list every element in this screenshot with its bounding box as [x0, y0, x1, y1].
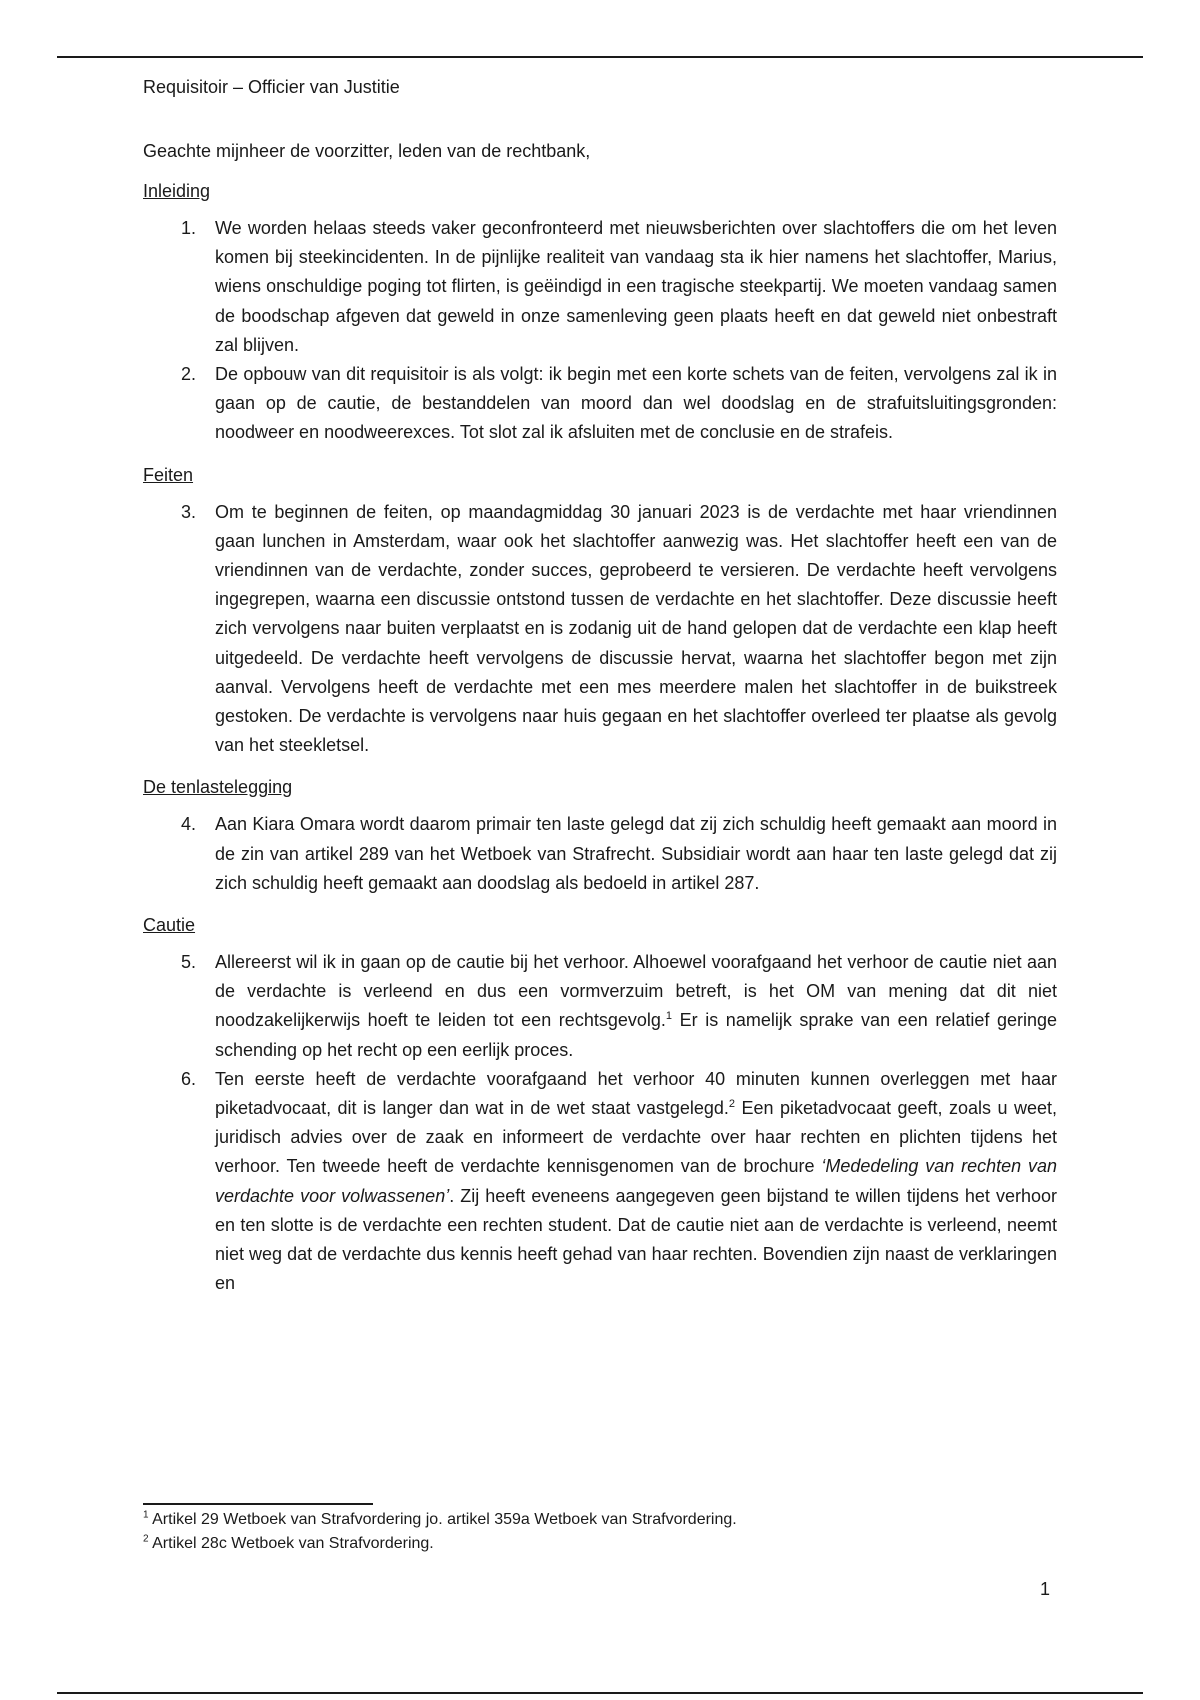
footnote-text: Artikel 28c Wetboek van Strafvordering.: [148, 1535, 434, 1552]
footnote-reference: 2: [728, 1098, 736, 1111]
paragraph-number: 5.: [181, 952, 197, 973]
paragraph-text: Om te beginnen de feiten, op maandagmiddag 30 januari 2023 is de verdachte met haar vriendinnen gaan lunchen in Amsterdam, waar ook het slachtoffer aanwezig was. Het slachtoffer heeft een van de vriendinnen van de verdachte, zonder succes, geprobeerd te versieren. De verdachte heeft vervolgens ingegrepen, waarna een discussie ontstond tussen de verdachte en het slachtoffer. Deze discussie heeft zich vervolgens naar buiten verplaatst en is zodanig uit de hand gelopen dat de verdachte een klap heeft uitgedeeld. De verdachte heeft vervolgens de discussie hervat, waarna het slachtoffer begon met zijn aanval. Vervolgens heeft de verdachte met een mes meerdere malen het slachtoffer in de buikstreek gestoken. De verdachte is vervolgens naar huis gegaan en het slachtoffer overleed ter plaatse als gevolg van het steekletsel.: [215, 501, 1057, 756]
paragraph-text: We worden helaas steeds vaker geconfronteerd met nieuwsberichten over slachtoffers die om het leven komen bij steekincidenten. In de pijnlijke realiteit van vandaag sta ik hier namens het slachtoffer, Marius, wiens onschuldige poging tot flirten, is geëindigd in een tragische steekpartij. We moeten vandaag samen de boodschap afgeven dat geweld in onze samenleving geen plaats heeft en dat geweld niet onbestraft zal blijven.: [215, 218, 1057, 355]
brochure-title: ‘Mededeling van rechten van verdachte voor volwassenen’: [215, 1156, 1057, 1206]
paragraph-text: Aan Kiara Omara wordt daarom primair ten laste gelegd dat zij zich schuldig heeft gemaakt aan moord in de zin van artikel 289 van het Wetboek van Strafrecht. Subsidiair wordt aan haar ten laste gelegd dat zij zich schuldig heeft gemaakt aan doodslag als bedoeld in artikel 287.: [215, 814, 1057, 893]
paragraph-text: . Zij heeft eveneens aangegeven geen bijstand te willen tijdens het verhoor en ten slotte is de verdachte een rechten student. Dat de cautie niet aan de verdachte is verleend, neemt niet weg dat de verdachte dus kennis heeft gehad van haar rechten. Bovendien zijn naast de verklaringen en: [215, 1185, 1057, 1294]
paragraph-text: Een piketadvocaat geeft, zoals u weet, juridisch advies over de zaak en informeert de verdachte over haar rechten en plichten tijdens het verhoor. Ten tweede heeft de verdachte kennisgenomen van de brochure: [215, 1098, 1057, 1177]
footnotes: [143, 1508, 1057, 1556]
section-heading-feiten: Feiten: [143, 464, 194, 485]
footnote-number: 2: [143, 1533, 149, 1545]
footnote-reference: 1: [665, 1010, 672, 1023]
paragraph-number: 1.: [181, 218, 197, 238]
top-rule: [57, 56, 1143, 58]
footnote-2: [143, 1532, 1057, 1556]
page-number: 1: [1040, 1579, 1051, 1599]
paragraph-list-cautie: [143, 948, 1057, 1298]
section-heading-tenlastelegging: De tenlastelegging: [143, 777, 293, 798]
bottom-rule: [57, 1692, 1143, 1694]
footnote-separator: [143, 1503, 373, 1505]
paragraph-text: Er is namelijk sprake van een relatief geringe schending op het recht op een eerlijk proces.: [215, 1010, 1057, 1060]
paragraph-number: 3.: [181, 501, 197, 522]
numbered-paragraph-1: [143, 214, 1057, 360]
footnote-1: [143, 1508, 1057, 1532]
section-heading-inleiding: Inleiding: [143, 181, 211, 201]
paragraph-number: 2.: [181, 364, 197, 385]
paragraph-number: 4.: [181, 814, 197, 835]
salutation: Geachte mijnheer de voorzitter, leden van de rechtbank,: [143, 141, 591, 161]
document-page: [143, 74, 1057, 1299]
footnote-text: Artikel 29 Wetboek van Strafvordering jo. artikel 359a Wetboek van Strafvordering.: [148, 1511, 737, 1528]
numbered-paragraph-5: [143, 948, 1057, 1065]
numbered-paragraph-3: [143, 498, 1057, 761]
paragraph-number: 6.: [181, 1068, 197, 1089]
paragraph-list-feiten: [143, 498, 1057, 761]
numbered-paragraph-6: [143, 1065, 1057, 1299]
paragraph-list-tenlastelegging: [143, 810, 1057, 898]
paragraph-text: Ten eerste heeft de verdachte voorafgaand het verhoor 40 minuten kunnen overleggen met haar piketadvocaat, dit is langer dan wat in de wet staat vastgelegd.: [215, 1068, 1057, 1119]
document-header: Requisitoir – Officier van Justitie: [143, 77, 400, 97]
numbered-paragraph-2: [143, 360, 1057, 448]
paragraph-list-inleiding: [143, 214, 1057, 448]
numbered-paragraph-4: [143, 810, 1057, 898]
paragraph-text: De opbouw van dit requisitoir is als volgt: ik begin met een korte schets van de feiten, vervolgens zal ik in gaan op de cautie, de bestanddelen van moord dan wel doodslag en de strafuitsluitingsgronden: noodweer en noodweerexces. Tot slot zal ik afsluiten met de conclusie en de strafeis.: [215, 364, 1057, 443]
footnote-number: 1: [143, 1509, 149, 1521]
paragraph-text: Allereerst wil ik in gaan op de cautie bij het verhoor. Alhoewel voorafgaand het verhoor de cautie niet aan de verdachte is verleend en dus een vormverzuim betreft, is het OM van mening dat dit niet noodzakelijkerwijs hoeft te leiden tot een rechtsgevolg.: [215, 952, 1057, 1031]
section-heading-cautie: Cautie: [143, 915, 196, 936]
